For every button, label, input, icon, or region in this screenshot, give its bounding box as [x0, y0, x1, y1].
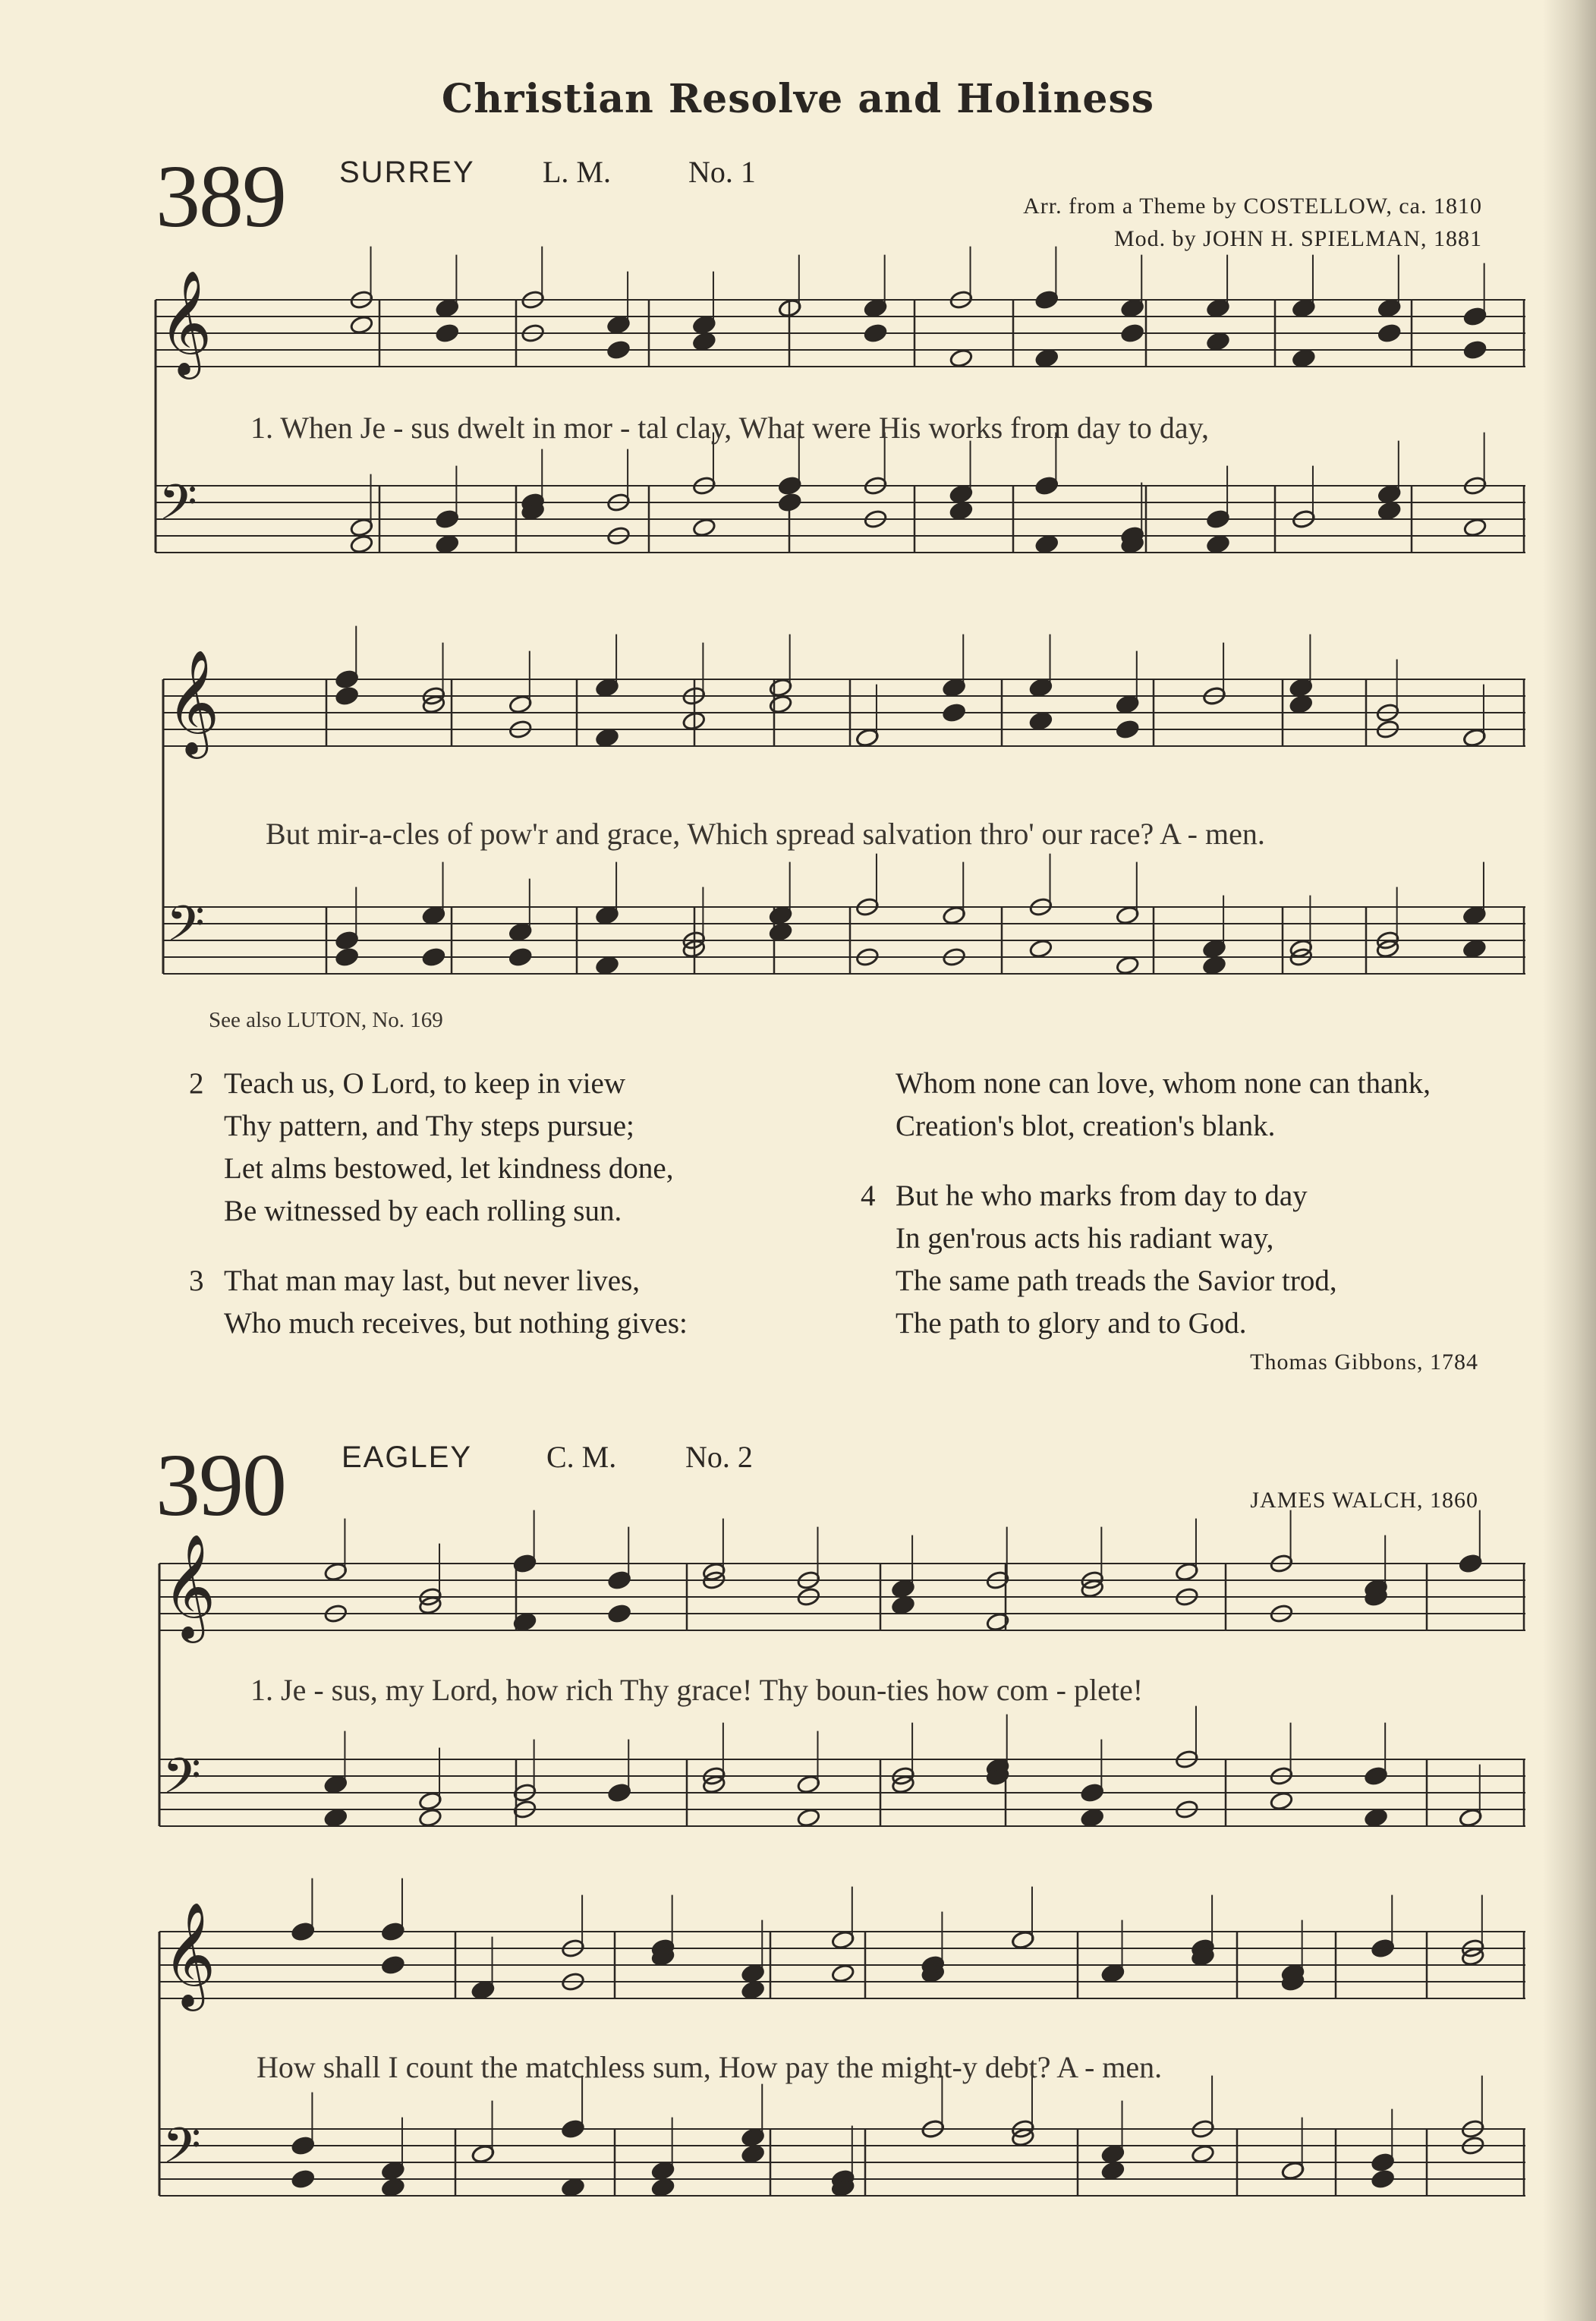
- note-head: [741, 1980, 765, 2001]
- note-head: [1100, 2161, 1125, 2181]
- bass-clef: 𝄢: [166, 894, 205, 965]
- composer-credit: Arr. from a Theme by COSTELLOW, ca. 1810: [1023, 194, 1482, 219]
- note-head: [1028, 711, 1053, 732]
- note-head: [692, 332, 716, 352]
- treble-clef: 𝄞: [162, 1534, 216, 1639]
- note-head: [335, 686, 359, 707]
- stanza-line: Creation's blot, creation's blank.: [896, 1110, 1276, 1142]
- note-head: [1034, 534, 1059, 555]
- note-head: [1191, 2144, 1215, 2165]
- note-head: [741, 2144, 765, 2165]
- lyric-line: How shall I count the matchless sum, How pay the might-y debt? A - men.: [257, 2050, 1163, 2084]
- note-head: [1034, 348, 1059, 369]
- note-head: [778, 493, 802, 513]
- note-head: [942, 703, 966, 723]
- verses-right: [861, 1063, 1548, 1372]
- note-head: [435, 534, 459, 555]
- note-head: [769, 922, 793, 943]
- composer-credit: JAMES WALCH, 1860: [1250, 1488, 1478, 1513]
- stanza: [861, 1175, 1548, 1345]
- stanza-line: Whom none can love, whom none can thank,: [896, 1067, 1431, 1100]
- stanza-number: 3: [189, 1264, 204, 1297]
- note-head: [831, 1964, 855, 1984]
- note-head: [1120, 323, 1144, 344]
- stanza-line: That man may last, but never lives,: [224, 1264, 641, 1297]
- note-head: [796, 1808, 820, 1828]
- note-head: [1206, 332, 1230, 352]
- note-head: [1269, 1791, 1293, 1812]
- note-head: [323, 1808, 348, 1828]
- note-head: [1377, 323, 1402, 344]
- note-head: [435, 323, 459, 344]
- stanza-line: Be witnessed by each rolling sun.: [224, 1195, 622, 1227]
- stanza-line: Teach us, O Lord, to keep in view: [224, 1067, 626, 1100]
- note-head: [381, 1955, 405, 1976]
- note-head: [508, 947, 533, 968]
- note-head: [864, 323, 888, 344]
- cross-reference: See also LUTON, No. 169: [209, 1008, 443, 1032]
- stanza-line: Let alms bestowed, let kindness done,: [224, 1152, 674, 1185]
- note-head: [1202, 956, 1226, 976]
- stanza-line: But he who marks from day to day: [896, 1179, 1308, 1212]
- lyric-line: 1. Je - sus, my Lord, how rich Thy grace! Thy boun-ties how com - plete!: [250, 1673, 1144, 1707]
- note-head: [651, 2178, 675, 2198]
- meter: L. M.: [543, 155, 611, 189]
- stanza-continuation: [896, 1063, 1548, 1148]
- stanza-number: 2: [189, 1067, 204, 1100]
- note-head: [561, 2178, 585, 2198]
- note-head: [418, 1808, 442, 1828]
- note-head: [1206, 534, 1230, 555]
- note-head: [606, 340, 631, 361]
- note-head: [949, 501, 973, 521]
- stanza-line: The same path treads the Savior trod,: [896, 1264, 1337, 1297]
- stanza-line: The path to glory and to God.: [896, 1307, 1247, 1340]
- note-head: [349, 315, 373, 335]
- hymn-number: 390: [156, 1435, 285, 1535]
- treble-clef: 𝄞: [159, 270, 212, 376]
- note-head: [692, 518, 716, 538]
- note-head: [1289, 694, 1313, 715]
- tune-number: No. 2: [685, 1440, 753, 1474]
- note-head: [595, 728, 619, 748]
- lyric-line: But mir-a-cles of pow'r and grace, Which spread salvation thro' our race? A - men.: [266, 817, 1265, 851]
- note-head: [1080, 1808, 1104, 1828]
- note-head: [349, 534, 373, 555]
- hymn-author: Thomas Gibbons, 1784: [1250, 1349, 1478, 1375]
- stanza-number: 4: [861, 1179, 876, 1212]
- note-head: [1377, 501, 1402, 521]
- stanza-line: Who much receives, but nothing gives:: [224, 1307, 688, 1340]
- tune-number: No. 1: [688, 155, 756, 189]
- note-head: [1116, 956, 1140, 976]
- stanza-line: In gen'rous acts his radiant way,: [896, 1222, 1274, 1255]
- note-head: [1292, 348, 1316, 369]
- tune-name: EAGLEY: [342, 1441, 473, 1474]
- section-title: Christian Resolve and Holiness: [441, 76, 1155, 122]
- note-head: [335, 947, 359, 968]
- modifier-credit: Mod. by JOHN H. SPIELMAN, 1881: [1113, 226, 1482, 251]
- note-head: [1462, 939, 1487, 959]
- note-head: [291, 2169, 315, 2190]
- note-head: [1463, 340, 1487, 361]
- note-head: [949, 348, 973, 369]
- meter: C. M.: [546, 1440, 617, 1474]
- note-head: [1364, 1808, 1388, 1828]
- bass-clef: 𝄢: [162, 2116, 201, 2187]
- stanza: [189, 1063, 877, 1233]
- lyric-line: 1. When Je - sus dwelt in mor - tal clay, What were His works from day to day,: [250, 411, 1210, 445]
- note-head: [595, 956, 619, 976]
- treble-clef: 𝄞: [162, 1902, 216, 2008]
- tune-name: SURREY: [339, 156, 475, 189]
- bass-clef: 𝄢: [159, 473, 197, 544]
- note-head: [1463, 518, 1487, 538]
- note-head: [421, 947, 445, 968]
- note-head: [381, 2178, 405, 2198]
- note-head: [1116, 720, 1140, 740]
- verses-left: [189, 1063, 877, 1372]
- hymn-number: 389: [156, 146, 285, 246]
- stanza-line: Thy pattern, and Thy steps pursue;: [224, 1110, 634, 1142]
- bass-clef: 𝄢: [162, 1746, 201, 1818]
- note-head: [1028, 939, 1053, 959]
- note-head: [769, 694, 793, 715]
- note-head: [607, 1604, 631, 1624]
- treble-clef: 𝄞: [166, 650, 220, 755]
- stanza: [189, 1260, 877, 1345]
- note-head: [891, 1595, 915, 1616]
- note-head: [1371, 2169, 1395, 2190]
